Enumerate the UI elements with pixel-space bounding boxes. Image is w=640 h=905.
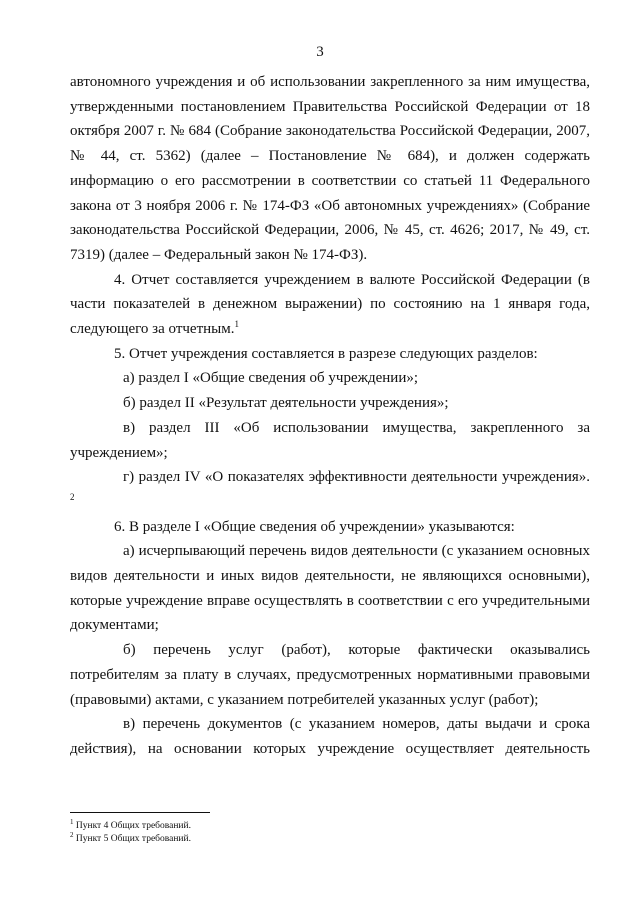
- paragraph-6-item-c: [70, 712, 590, 761]
- footnote-ref: 2: [70, 491, 75, 502]
- text-line: основными), которые учреждение вправе осуществлять в соответствии: [70, 568, 591, 609]
- page-number: 3: [316, 44, 324, 60]
- paragraph-5-item-a: а) раздел I «Общие сведения об учреждении»;: [123, 370, 419, 387]
- paragraph-5: 5. Отчет учреждения составляется в разрезе следующих разделов:: [114, 345, 538, 362]
- paragraph-5-item-d: [70, 465, 590, 514]
- footnote-text: Пункт 5 Общих требований.: [75, 834, 191, 844]
- text-line: от 18 октября 2007 г. № 684 (Собрание законодательства Российской: [70, 98, 591, 140]
- text-line: содержать информацию о его рассмотрении в соответствии со статьей 11: [70, 148, 591, 189]
- footnote-2: [70, 830, 590, 846]
- text-line: 4. Отчет составляется учреждением в валюте Российской Федерации: [114, 271, 572, 288]
- text-line: Федерального закона от 3 ноября 2006 г. № 174-ФЗ «Об автономных: [70, 172, 590, 214]
- text-line: учреждениях» (Собрание законодательства Российской Федерации, 2006, № 45,: [70, 197, 591, 239]
- text-line: утвержденными постановлением Правительства Российской Федерации: [70, 98, 547, 115]
- paragraph-5-item-b: б) раздел II «Результат деятельности учреждения»;: [123, 395, 449, 412]
- paragraph-5-item-c: [70, 416, 590, 465]
- text-line: г) раздел IV «О показателях эффективности деятельности: [123, 469, 498, 486]
- paragraph-6-item-a: [70, 539, 590, 638]
- text-line: а) исчерпывающий перечень видов деятельности (с указанием: [123, 543, 524, 560]
- footnote-mark: 2: [70, 830, 74, 839]
- text-line: основных видов деятельности и иных видов деятельности, не являющихся: [70, 543, 590, 585]
- text-line: следующего за отчетным.: [70, 321, 235, 338]
- footnote-divider: [70, 812, 210, 813]
- paragraph-6-item-b: [70, 638, 590, 712]
- text-line: в) раздел III «Об использовании имущества, закрепленного: [123, 419, 564, 436]
- text-line: потребителям за плату в случаях, предусмотренных нормативными правовыми: [70, 666, 590, 683]
- footnote-text: Пункт 4 Общих требований.: [75, 821, 191, 831]
- text-line: ст. 4626; 2017, № 49, ст. 7319) (далее – Федеральный закон № 174-ФЗ).: [70, 222, 590, 263]
- text-line: автономного учреждения и об использовании закрепленного за ним имущества,: [70, 74, 590, 90]
- text-line: Федерации, 2007, № 44, ст. 5362) (далее – Постановление № 684), и должен: [70, 123, 590, 165]
- footnotes: [70, 817, 590, 846]
- text-line: (правовыми) актами, с указанием потребителей указанных услуг (работ);: [70, 691, 539, 708]
- footnote-1: [70, 817, 590, 833]
- text-line: (в части показателей в денежном выражении) по состоянию на 1 января года,: [70, 271, 590, 313]
- paragraph-6: 6. В разделе I «Общие сведения об учреждении» указываются:: [114, 518, 515, 535]
- text-line: с его учредительными документами;: [70, 592, 591, 634]
- footnote-mark: 1: [70, 817, 74, 826]
- footnote-ref: 1: [234, 319, 239, 330]
- paragraph-4: [70, 268, 590, 342]
- paragraph-continuation: [70, 70, 590, 268]
- text-line: за учреждением»;: [70, 419, 590, 461]
- document-body: [70, 70, 590, 762]
- text-line: б) перечень услуг (работ), которые фактически оказывались: [123, 642, 590, 659]
- text-line: в) перечень документов (с указанием номеров, даты выдачи и срока: [123, 716, 590, 733]
- text-line: действия), на основании которых учреждение осуществляет деятельность: [70, 740, 590, 757]
- text-line: учреждения».: [501, 469, 590, 486]
